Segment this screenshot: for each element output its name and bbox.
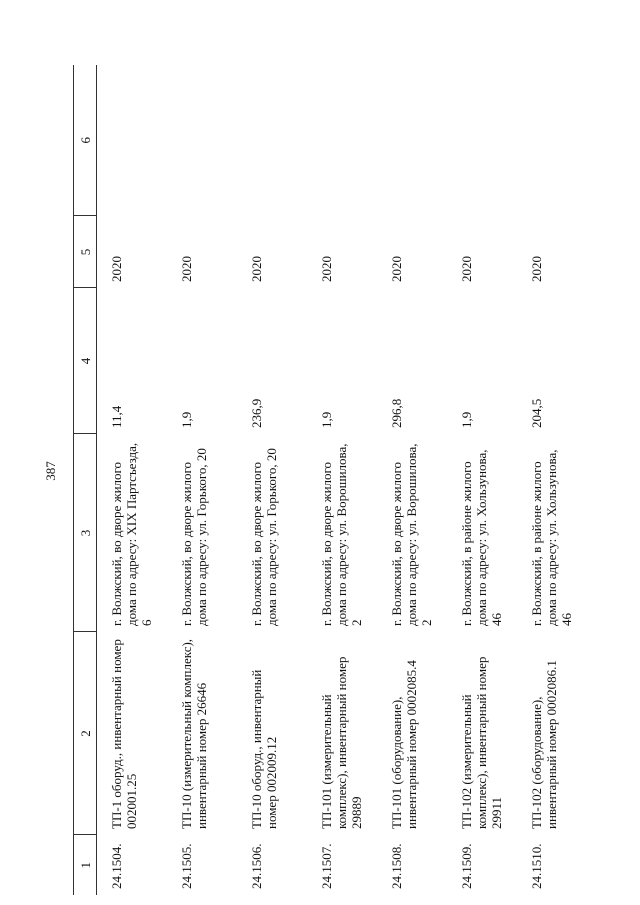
object-note: [97, 65, 168, 216]
object-name: ТП-101 (оборудование), инвентарный номер 0002085.4: [389, 660, 419, 829]
column-header: 4: [74, 288, 97, 434]
object-address: г. Волжский, во дворе жилого дома по адресу: ул. Горького, 20: [249, 448, 279, 626]
object-note: [517, 65, 587, 216]
table-row: [307, 65, 377, 895]
object-value: 1,9: [319, 411, 334, 428]
column-header: 1: [74, 835, 97, 895]
property-table: [73, 65, 587, 895]
object-year: 2020: [249, 256, 264, 282]
object-note: [447, 65, 517, 216]
object-year: 2020: [109, 256, 124, 282]
object-note: [237, 65, 307, 216]
row-number: 24.1507.: [319, 843, 334, 889]
object-note: [307, 65, 377, 216]
object-name: ТП-101 (измерительный комплекс), инвентарный номер 29889: [319, 656, 364, 829]
row-number: 24.1506.: [249, 843, 264, 889]
object-name: ТП-10 (измерительный комплекс), инвентарный номер 26646: [179, 638, 209, 829]
page-number: 387: [43, 461, 58, 481]
object-year: 2020: [319, 256, 334, 282]
object-address: г. Волжский, во дворе жилого дома по адресу: ул. Горького, 20: [179, 448, 209, 626]
object-name: ТП-1 оборуд., инвентарный номер 002001.25: [109, 639, 139, 829]
object-year: 2020: [459, 256, 474, 282]
table-row: [377, 65, 447, 895]
table-row: [517, 65, 587, 895]
column-header: 5: [74, 216, 97, 288]
object-address: г. Волжский, в районе жилого дома по адресу: ул. Хользунова, 46: [529, 449, 574, 626]
object-value: 236,9: [249, 398, 264, 428]
row-number: 24.1504.: [109, 843, 124, 889]
object-address: г. Волжский, во дворе жилого дома по адресу: XIX Партсъезда, 6: [109, 442, 154, 626]
row-number: 24.1510.: [529, 843, 544, 889]
object-value: 1,9: [459, 411, 474, 428]
rotated-table-container: [73, 65, 598, 895]
object-name: ТП-10 оборуд., инвентарный номер 002009.12: [249, 669, 279, 829]
object-name: ТП-102 (оборудование), инвентарный номер 0002086.1: [529, 660, 559, 829]
object-address: г. Волжский, во дворе жилого дома по адресу: ул. Ворошилова, 2: [389, 443, 434, 626]
row-number: 24.1508.: [389, 843, 404, 889]
object-name: ТП-102 (измерительный комплекс), инвентарный номер 29911: [459, 656, 504, 829]
object-year: 2020: [529, 256, 544, 282]
table-header-row: [74, 65, 97, 895]
object-year: 2020: [389, 256, 404, 282]
table-row: [97, 65, 168, 895]
table-row: [237, 65, 307, 895]
object-value: 11,4: [109, 405, 124, 428]
object-value: 1,9: [179, 411, 194, 428]
object-year: 2020: [179, 256, 194, 282]
object-note: [377, 65, 447, 216]
row-number: 24.1509.: [459, 843, 474, 889]
object-note: [167, 65, 237, 216]
object-address: г. Волжский, во дворе жилого дома по адресу: ул. Ворошилова, 2: [319, 443, 364, 626]
column-header: 2: [74, 632, 97, 835]
column-header: 3: [74, 434, 97, 632]
column-header: 6: [74, 65, 97, 216]
row-number: 24.1505.: [179, 843, 194, 889]
object-value: 296,8: [389, 398, 404, 428]
table-row: [447, 65, 517, 895]
table-row: [167, 65, 237, 895]
object-value: 204,5: [529, 398, 544, 428]
object-address: г. Волжский, в районе жилого дома по адресу: ул. Хользунова, 46: [459, 449, 504, 626]
